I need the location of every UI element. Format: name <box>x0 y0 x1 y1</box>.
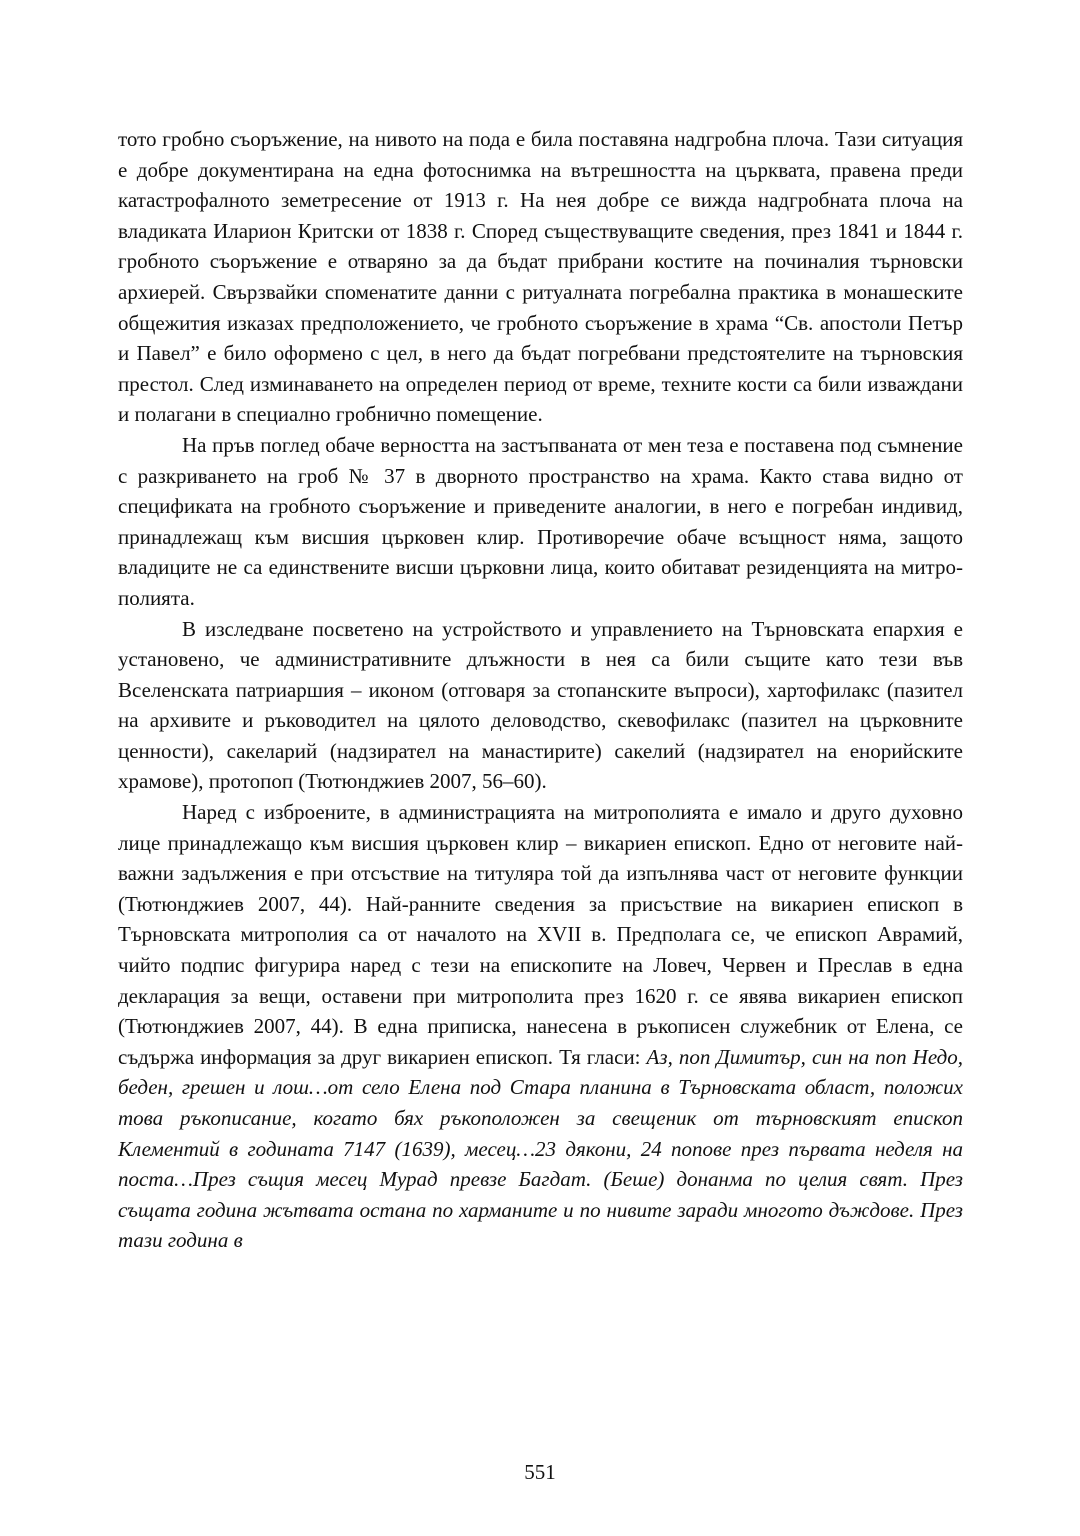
quotation-italic: Аз, поп Димитър, син на поп Недо, беден, грешен и лош…от село Елена под Стара планина в Търновската област, положих това ръкописание, когато бях ръкоположен за свещеник от търновският епископ Клементий в годината 7147 (1639), месец…23 дякони, 24 попове през първата неделя на поста…През същия месец Мурад превзе Багдат. (Беше) донанма по целия свят. През същата година жътвата остана по харманите и по нивите заради многото дъждове. През тази година в <box>118 1044 964 1253</box>
page-number: 551 <box>524 1460 556 1484</box>
paragraph-1: тото гробно съоръжение, на нивото на пода е била поставяна надгробна плоча. Тази ситуация е добре документирана на една фотоснимка на вътрешността на църквата, правена преди катастрофалното земетресение от 1913 г. На нея добре се вижда надгробната плоча на владиката Иларион Критски от 1838 г. Според съществуващите сведения, през 1841 и 1844 г. гробното съоръжение е отваряно за да бъдат прибрани костите на починалия търновски архиерей. Свързвайки споменатите данни с ритуалната погребална практика в монашеските общежития изказах предположението, че гробното съоръжение в храма “Св. апостоли Петър и Павел” е било оформено с цел, в него да бъдат погребвани предстоятелите на търновския престол. След изминаването на определен период от време, техните кости са били изваждани и полагани в специално гробнично помещение. <box>118 127 963 427</box>
paragraph-3: В изследване посветено на устройството и управлението на Търновската епархия е установено, че административните длъжности в нея са били същите като тези във Вселенската патриаршия – иконом (отговаря за стопанските въпроси), хартофилакс (пазител на архивите и ръководител на цялото деловодство, скевофилакс (пазител на църковните ценности), сакеларий (надзирател на манастирите) сакелий (надзирател на енорийските храмове), протопоп (Тютюнджиев 2007, 56–60). <box>118 616 963 794</box>
page-body <box>118 124 963 1256</box>
paragraph-2: На пръв поглед обаче верността на застъпваната от мен теза е поставена под съмнение с разкриването на гроб № 37 в дворното пространство на храма. Както става видно от спецификата на гробното съоръжение и приведените аналогии, в него е погребан индивид, принадлежащ към висшия църковен клир. Противоречие обаче всъщност няма, защото владиците не са единствените висши църковни лица, които обитават резиденцията на митрополията. <box>118 432 963 610</box>
paragraph-4-text: Наред с изброените, в администрацията на митрополията е имало и друго духовно лице принадлежащо към висшия църковен клир – викариен епископ. Едно от неговите най-важни задължения е при отсъствие на титуляра той да изпълнява част от неговите функции (Тютюнджиев 2007, 44). Най-ранните сведения за присъствие на викариен епископ в Търновската митрополия са от началото на XVII в. Предполага се, че епископ Аврамий, чийто подпис фигурира наред с тези на епископите на Ловеч, Червен и Преслав в една декларация за вещи, оставени при митрополита през 1620 г. се явява викариен епископ (Тютюнджиев 2007, 44). В една приписка, нанесена в ръкописен служебник от Елена, се съдържа информация за друг викариен епископ. Тя гласи: <box>118 800 963 1069</box>
paragraph-4 <box>118 797 963 1256</box>
